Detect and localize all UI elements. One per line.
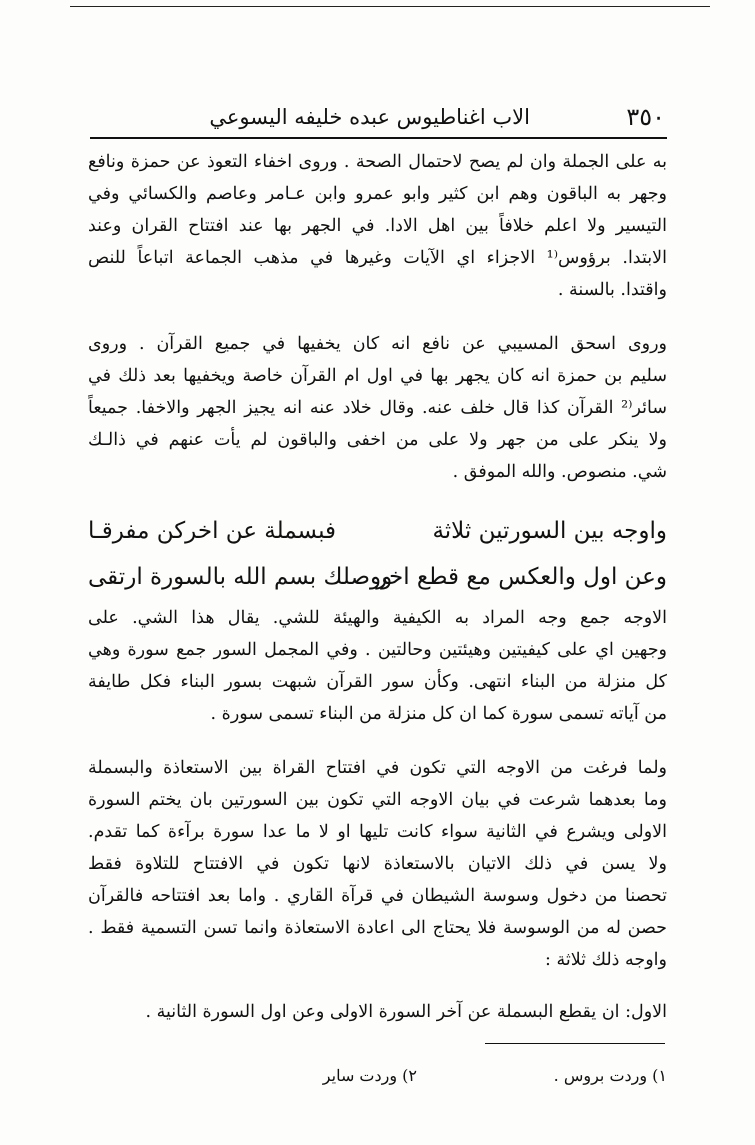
footnote-1: ١) وردت بروس . xyxy=(553,1066,667,1085)
text-line: كل منزلة من البناء انتهى. وكأن سور القرآن شبهت بسور البناء فكل طايفة xyxy=(88,672,667,692)
text-line: واقتدا. بالسنة . xyxy=(557,280,667,300)
footnote-2: ٢) وردت ساير xyxy=(322,1066,417,1085)
footnotes xyxy=(88,1066,667,1096)
verse-hemistich: ووصلك بسم الله بالسورة ارتقى xyxy=(88,564,393,590)
text-line: ولا يسن في ذلك الاتيان بالاستعاذة لانها تكون في الافتتاح للتلاوة فقط xyxy=(88,854,667,874)
text-line: واوجه ذلك ثلاثة : xyxy=(545,950,667,970)
text-line: وروى اسحق المسيبي عن نافع انه كان يخفيها في جميع القرآن . وروى xyxy=(88,334,667,354)
paragraph-3 xyxy=(88,602,667,730)
text-line: التيسير ولا اعلم خلافاً بين اهل الادا. في الجهر بها عند افتتاح القران وعند xyxy=(88,216,667,236)
verse-row xyxy=(88,508,667,554)
text-line: به على الجملة وان لم يصح لاحتمال الصحة . وروى اخفاء التعوذ عن حمزة ونافع xyxy=(88,152,667,172)
text-line: ولا ينكر على من جهر ولا على من اخفى والباقون لم يأت عنهم في ذالـك xyxy=(88,430,667,450)
text-line: الاوجه جمع وجه المراد به الكيفية والهيئة للشي. يقال هذا الشي. على xyxy=(88,608,667,628)
text-line: وما بعدهما شرعت في بيان الاوجه التي تكون بين السورتين بان يختم السورة xyxy=(88,790,667,810)
top-frame-line xyxy=(70,0,710,7)
text-line: الاولى ويشرع في الثانية سواء كانت تليها او لا ما عدا سورة برآءة كما تقدم. xyxy=(88,822,667,842)
text-line: سائر⁽² القرآن كذا قال خلف عنه. وقال خلاد عنه انه يجيز الجهر والاخفا. جميعاً xyxy=(88,398,667,418)
paragraph-4 xyxy=(88,752,667,976)
text-line: وجهين اي على كيفيتين وهيئتين وحالتين . وفي المجمل السور جمع سورة وهي xyxy=(88,640,667,660)
verse-hemistich: واوجه بين السورتين ثلاثة xyxy=(432,518,667,544)
header-rule xyxy=(90,137,667,139)
verse-block xyxy=(88,508,667,600)
text-line: ولما فرغت من الاوجه التي تكون في افتتاح القراة بين الاستعاذة والبسملة xyxy=(88,758,667,778)
paragraph-2 xyxy=(88,328,667,488)
running-head: الاب اغناطيوس عبده خليفه اليسوعي xyxy=(209,105,530,129)
text-line: تحصنا من دخول وسوسة الشيطان في قرآة القاري . واما بعد افتتاحه فالقرآن xyxy=(88,886,667,906)
text-line: الابتدا. برؤوس⁽¹ الاجزاء اي الآيات وغيرها في مذهب الجماعة اتباعاً للنص xyxy=(88,248,667,268)
footnote-rule xyxy=(485,1043,665,1044)
verse-hemistich: وعن اول والعكس مع قطع اخر xyxy=(376,564,667,590)
text-line: شي. منصوص. والله الموفق . xyxy=(452,462,667,482)
verse-row xyxy=(88,554,667,600)
text-line: الاول: ان يقطع البسملة عن آخر السورة الاولى وعن اول السورة الثانية . xyxy=(145,1002,667,1022)
verse-hemistich: فبسملة عن اخركن مفرقـا xyxy=(88,518,337,544)
page-header xyxy=(80,95,665,135)
text-line: وجهر به الباقون وهم ابن كثير وابو عمرو وابن عـامر وعاصم والكسائي وفي xyxy=(88,184,667,204)
text-line: من آياته تسمى سورة كما ان كل منزلة من البناء تسمى سورة . xyxy=(210,704,667,724)
paragraph-5 xyxy=(88,996,667,1028)
text-line: حصن له من الوسوسة فلا يحتاج الى اعادة الاستعاذة وانما تسن التسمية فقط . xyxy=(88,918,667,938)
paragraph-1 xyxy=(88,146,667,306)
page-number: ٣٥٠ xyxy=(626,103,665,131)
text-line: سليم بن حمزة انه كان يجهر بها في اول ام القرآن خاصة ويخفيها بعد ذلك في xyxy=(88,366,667,386)
